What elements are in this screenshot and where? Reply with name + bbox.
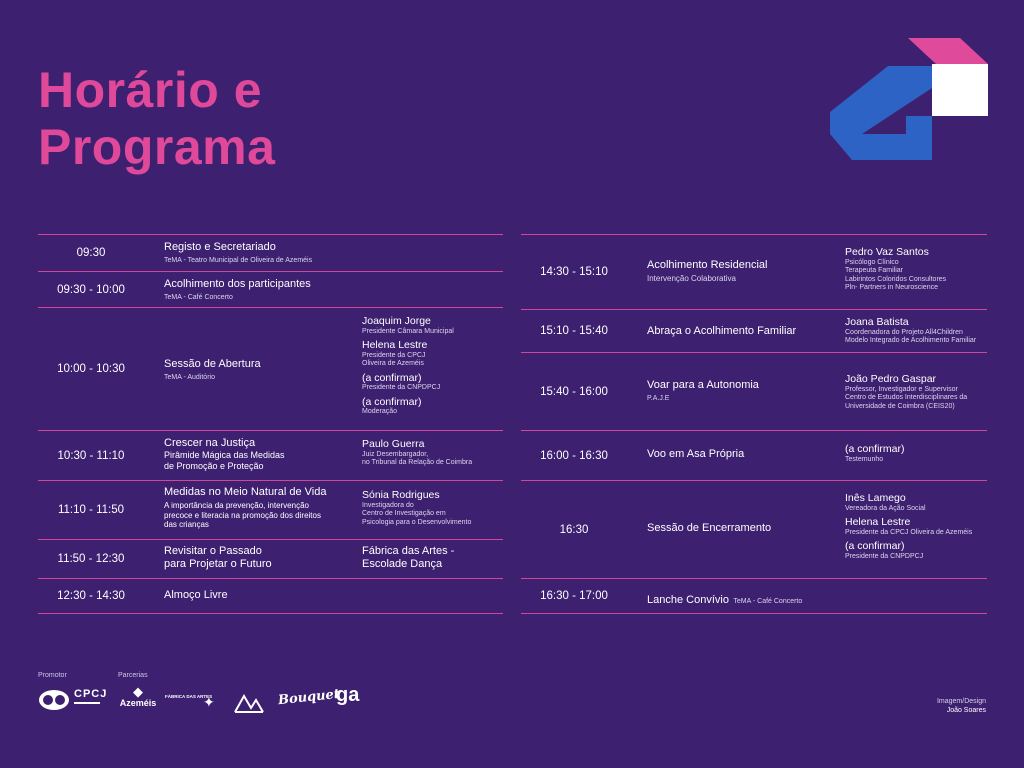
cpcj-logo — [38, 686, 108, 716]
speaker-name: Pedro Vaz Santos — [845, 246, 929, 258]
time-1110-1150: 11:10 - 11:50 — [57, 504, 125, 516]
speaker-name: (a confirmar) — [845, 443, 905, 455]
event-sessao-encerramento — [647, 522, 837, 535]
time-1600-1630: 16:00 - 16:30 — [540, 449, 608, 462]
speaker-name: Helena Lestre — [362, 339, 428, 351]
speaker-role: Psicólogo Clínico Terapeuta Familiar Labirintos Coloridos Consultores Pln- Partners in Neuroscience — [845, 258, 947, 291]
time-1230-1430: 12:30 - 14:30 — [57, 590, 125, 602]
event-medidas-meio-natural — [164, 486, 354, 530]
event-title: Voo em Asa Própria — [647, 448, 745, 460]
speaker-role: Professor, Investigador e Supervisor Centro de Estudos Interdisciplinares da Universidade de Coimbra (CEIS20) — [845, 385, 968, 410]
speaker-name: (a confirmar) — [362, 395, 422, 408]
time-1510-1540: 15:10 - 15:40 — [540, 325, 608, 337]
speaker-role: Presidente da CPCJ Oliveira de Azeméis — [845, 528, 973, 536]
event-sessao-abertura — [164, 358, 344, 382]
speaker-role: Presidente da CPCJ Oliveira de Azeméis — [362, 351, 426, 367]
time-0930-1000: 09:30 - 10:00 — [57, 283, 125, 296]
event-lanche-convivio — [647, 590, 947, 608]
fabrica-artes-logo: FÁBRICA DAS ARTES ✦ — [165, 694, 221, 714]
event-title: Acolhimento dos participantes — [164, 278, 311, 290]
event-subtitle: Intervenção Colaborativa — [647, 274, 736, 283]
page-title — [38, 62, 275, 176]
event-almoco — [164, 589, 364, 602]
speaker-role: Presidente da CNPDPCJ — [845, 552, 924, 560]
time-1430-1510: 14:30 - 15:10 — [540, 266, 608, 278]
speaker-name: Sónia Rodrigues — [362, 489, 440, 501]
event-title: Voar para a Autonomia — [647, 379, 759, 391]
time-0930: 09:30 — [76, 247, 106, 259]
speaker-role: Vereadora da Ação Social — [845, 504, 926, 512]
speaker-name: (a confirmar) — [845, 540, 905, 552]
event-registo — [164, 241, 494, 265]
event-title: Medidas no Meio Natural de Vida — [164, 486, 327, 498]
time-1540-1600: 15:40 - 16:00 — [540, 385, 608, 398]
speakers-encerramento — [845, 492, 990, 565]
time-1150-1230: 11:50 - 12:30 — [57, 553, 125, 565]
title-line-2: Programa — [38, 119, 276, 175]
event-subtitle: Pirâmide Mágica das Medidas de Promoção e Proteção — [164, 450, 285, 471]
speaker-name: Joana Batista — [845, 316, 909, 328]
speaker-sonia-rodrigues — [362, 489, 502, 527]
speaker-joana-batista — [845, 316, 990, 346]
event-voo-asa-propria — [647, 448, 837, 461]
event-title: Almoço Livre — [164, 589, 228, 601]
event-title: Abraça o Acolhimento Familiar — [647, 325, 797, 337]
speaker-name: Fábrica das Artes - Escolade Dança — [362, 545, 455, 570]
speaker-name: João Pedro Gaspar — [845, 373, 937, 385]
event-revisitar-passado — [164, 545, 354, 571]
azemeis-logo-text: Azeméis — [119, 698, 157, 708]
brand-logo-icon — [828, 36, 990, 168]
event-subtitle: A importância da prevenção, intervenção precoce e literacia na promoção dos direitos das crianças — [164, 501, 321, 529]
speaker-paulo-guerra — [362, 438, 502, 468]
bouquet-logo: Bouquet — [277, 686, 341, 709]
event-title: Lanche Convívio — [647, 594, 729, 606]
event-location: TeMA - Café Concerto — [164, 294, 233, 301]
fabrica-logo-text: FÁBRICA DAS ARTES — [165, 694, 213, 699]
event-location: TeMA - Teatro Municipal de Oliveira de Azeméis — [164, 257, 313, 264]
speaker-testemunho — [845, 443, 990, 464]
speaker-role: Moderação — [362, 408, 398, 415]
ga-logo: ga — [336, 684, 360, 706]
event-location: TeMA - Café Concerto — [733, 598, 803, 605]
speaker-role: Testemunho — [845, 455, 884, 463]
title-line-1: Horário e — [38, 62, 263, 118]
cpcj-logo-text: CPCJ — [74, 688, 108, 700]
time-1000-1030: 10:00 - 10:30 — [57, 363, 125, 375]
event-voar-autonomia — [647, 379, 837, 403]
event-crescer-justica — [164, 437, 354, 472]
speaker-joao-pedro-gaspar — [845, 373, 990, 411]
speaker-role: Coordenadora do Projeto All4Children Modelo Integrado de Acolhimento Familiar — [845, 328, 977, 344]
time-1630-1700: 16:30 - 17:00 — [540, 590, 608, 602]
speaker-role: Presidente da CNPDPCJ — [362, 384, 441, 391]
design-credit — [937, 697, 986, 715]
speakers-abertura — [362, 315, 502, 421]
event-subtitle: P.A.J.E — [647, 395, 670, 402]
speaker-name: Inês Lamego — [845, 492, 906, 504]
speaker-role: Juiz Desembargador, no Tribunal da Relação de Coimbra — [362, 450, 473, 466]
event-acolhimento-residencial — [647, 259, 837, 283]
speaker-pedro-vaz-santos — [845, 246, 990, 293]
event-title: Revisitar o Passado para Projetar o Futuro — [164, 545, 272, 570]
speaker-name: (a confirmar) — [362, 371, 422, 384]
parcerias-label: Parcerias — [118, 672, 148, 679]
event-abraca-acolhimento — [647, 325, 837, 338]
event-title: Crescer na Justiça — [164, 437, 256, 449]
speaker-fabrica-artes — [362, 545, 502, 571]
time-1630: 16:30 — [559, 523, 589, 536]
speaker-role: Investigadora do Centro de Investigação em Psicologia para o Desenvolvimento — [362, 501, 472, 526]
speaker-name: Joaquim Jorge — [362, 315, 431, 327]
speaker-name: Helena Lestre — [845, 516, 911, 528]
mountain-logo-icon — [234, 688, 264, 714]
event-title: Registo e Secretariado — [164, 241, 276, 253]
credit-name: João Soares — [946, 707, 986, 714]
promotor-label: Promotor — [38, 672, 67, 679]
event-acolhimento-participantes — [164, 278, 494, 302]
event-location: TeMA - Auditório — [164, 374, 215, 381]
time-1030-1110: 10:30 - 11:10 — [57, 449, 125, 462]
event-title: Acolhimento Residencial — [647, 259, 768, 271]
event-title: Sessão de Abertura — [164, 358, 261, 370]
azemeis-logo: ◆ Azeméis — [119, 684, 157, 708]
credit-label: Imagem/Design — [936, 698, 986, 705]
speaker-name: Paulo Guerra — [362, 438, 425, 450]
speaker-role: Presidente Câmara Municipal — [362, 327, 454, 335]
event-title: Sessão de Encerramento — [647, 522, 772, 534]
